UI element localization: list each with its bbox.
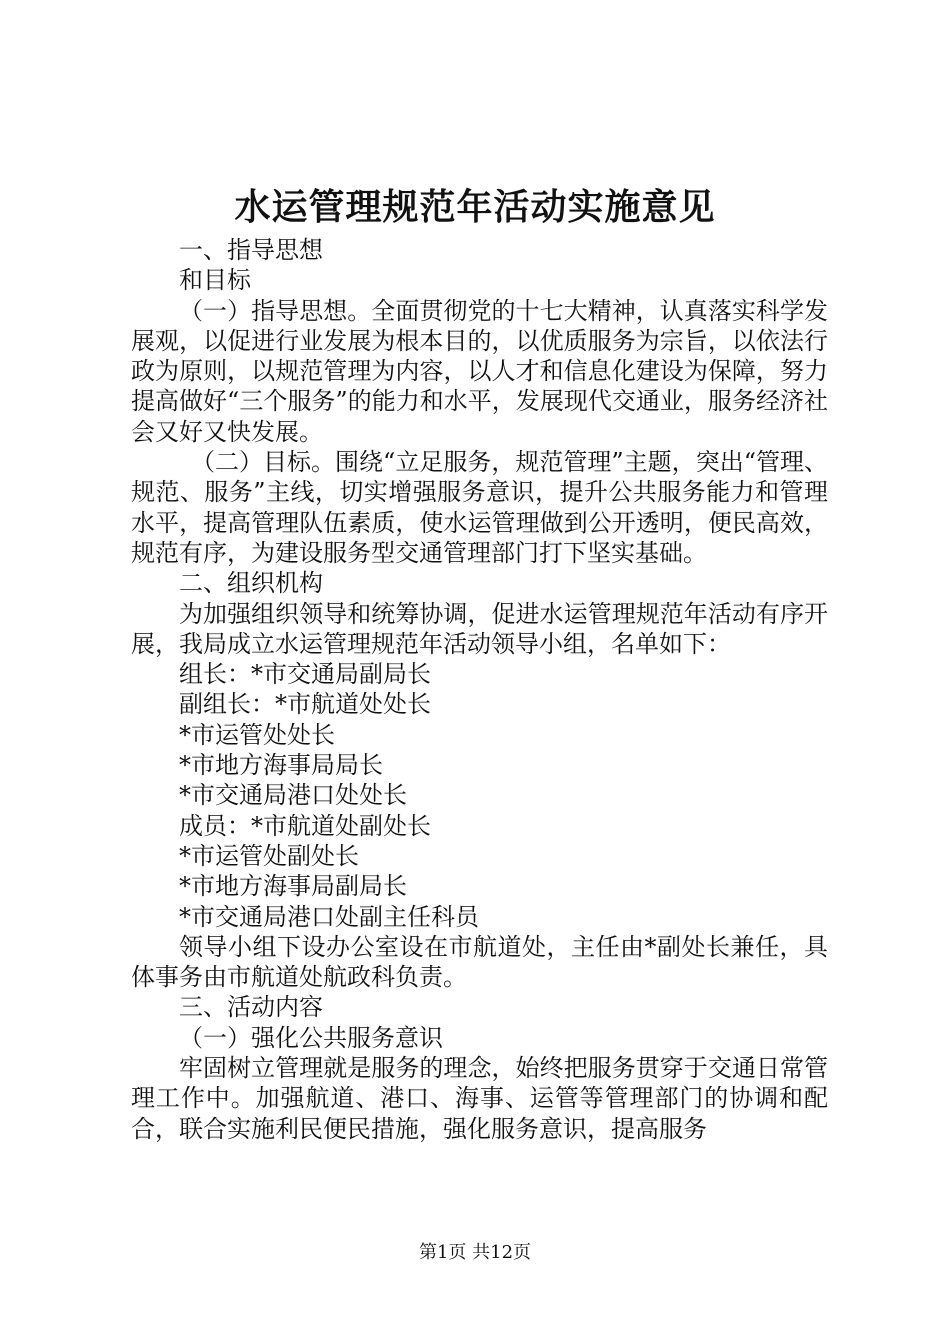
section-heading: 一、指导思想	[179, 236, 323, 264]
paragraph: （二）目标。围绕“立足服务，规范管理”主题，突出“管理、规范、服务”主线，切实增强服务意识，提升公共服务能力和管理水平，提高管理队伍素质，使水运管理做到公开透明，便民高效，规范有序，为建设服务型交通管理部门打下坚实基础。	[131, 448, 828, 567]
section-heading: 二、组织机构	[179, 569, 323, 598]
subsection-heading: （一）强化公共服务意识	[179, 1023, 443, 1052]
paragraph: 牢固树立管理就是服务的理念，始终把服务贯穿于交通日常管理工作中。加强航道、港口、海事、运管等管理部门的协调和配合，联合实施利民便民措施，强化服务意识，提高服务	[131, 1054, 828, 1143]
list-item: *市交通局港口处处长	[179, 781, 407, 810]
page-footer: 第1页 共12页	[418, 1242, 532, 1263]
paragraph: 为加强组织领导和统筹协调，促进水运管理规范年活动有序开展，我局成立水运管理规范年活动领导小组，名单如下：	[131, 599, 828, 658]
paragraph: 领导小组下设办公室设在市航道处，主任由*副处长兼任，具体事务由市航道处航政科负责。	[131, 932, 828, 992]
list-item: 组长：*市交通局副局长	[179, 660, 431, 689]
list-item: *市地方海事局副局长	[179, 872, 407, 901]
list-item: *市运管处处长	[179, 720, 335, 749]
list-item: *市运管处副处长	[179, 841, 359, 870]
document-title: 水运管理规范年活动实施意见	[234, 186, 716, 228]
list-item: 副组长：*市航道处处长	[179, 690, 431, 719]
list-item: *市交通局港口处副主任科员	[179, 902, 479, 931]
list-item: 成员：*市航道处副处长	[179, 811, 431, 840]
section-heading-continued: 和目标	[179, 266, 251, 295]
paragraph: （一）指导思想。全面贯彻党的十七大精神，认真落实科学发展观，以促进行业发展为根本目的，以优质服务为宗旨，以依法行政为原则，以规范管理为内容，以人才和信息化建设为保障，努力提高做好“三个服务”的能力和水平，发展现代交通业，服务经济社会又好又快发展。	[131, 296, 828, 446]
document-body	[131, 235, 828, 1144]
list-item: *市地方海事局局长	[179, 751, 383, 780]
section-heading: 三、活动内容	[179, 993, 323, 1022]
